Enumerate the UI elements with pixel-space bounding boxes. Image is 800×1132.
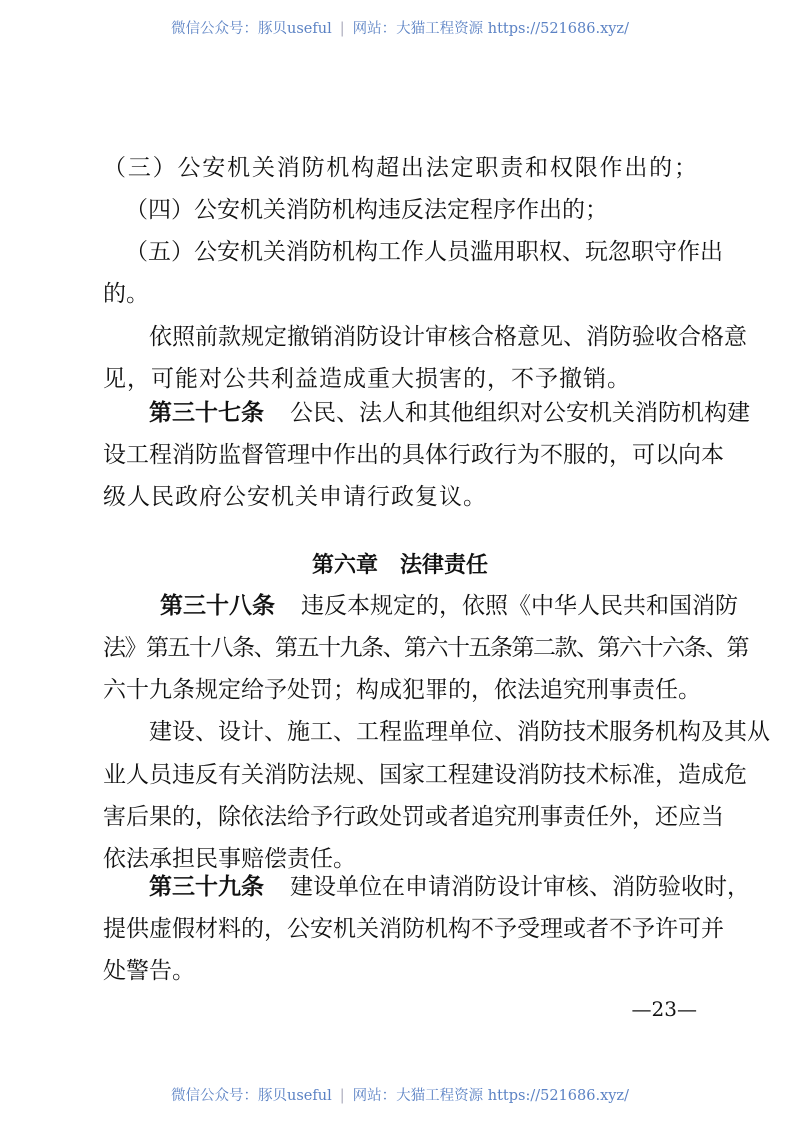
text-line: 的。 — [103, 281, 149, 307]
text-line: 依法承担民事赔偿责任。 — [103, 846, 356, 872]
article-38 — [160, 591, 738, 621]
text-line: 害后果的，除依法给予行政处罚或者追究刑事责任外，还应当 — [103, 804, 724, 830]
text-line: 建设、设计、施工、工程监理单位、消防技术服务机构及其从 — [149, 719, 770, 745]
text-line: （四）公安机关消防机构违反法定程序作出的； — [125, 197, 608, 223]
text-line: 公民、法人和其他组织对公安机关消防机构建 — [290, 400, 750, 426]
watermark-header — [0, 17, 800, 38]
text-line: （五）公安机关消防机构工作人员滥用职权、玩忽职守作出 — [125, 239, 723, 265]
text-line: 建设单位在申请消防设计审核、消防验收时， — [290, 874, 750, 900]
chapter-heading: 第六章 法律责任 — [311, 553, 488, 578]
watermark-website: 网站：大猫工程资源 https://521686.xyz/ — [352, 21, 629, 37]
text-line: （三）公安机关消防机构超出法定职责和权限作出的； — [103, 155, 697, 181]
text-line: 见，可能对公共利益造成重大损害的，不予撤销。 — [103, 366, 631, 392]
article-39 — [149, 872, 750, 902]
text-line: 级人民政府公安机关申请行政复议。 — [103, 484, 487, 510]
article-title: 第三十八条 — [160, 593, 275, 619]
text-line: 依照前款规定撤销消防设计审核合格意见、消防验收合格意 — [149, 324, 747, 350]
text-line: 提供虚假材料的，公安机关消防机构不予受理或者不予许可并 — [103, 916, 724, 942]
watermark-wechat: 微信公众号：豚贝useful — [171, 1088, 332, 1104]
watermark-footer — [0, 1084, 800, 1105]
article-title: 第三十七条 — [149, 400, 264, 426]
watermark-website: 网站：大猫工程资源 https://521686.xyz/ — [352, 1088, 629, 1104]
text-line: 设工程消防监督管理中作出的具体行政行为不服的，可以向本 — [103, 442, 724, 468]
article-title: 第三十九条 — [149, 874, 264, 900]
text-line: 六十九条规定给予处罚；构成犯罪的，依法追究刑事责任。 — [103, 677, 701, 703]
text-line: 违反本规定的，依照《中华人民共和国消防 — [301, 593, 738, 619]
text-line: 处警告。 — [103, 958, 195, 984]
watermark-separator: | — [339, 1088, 345, 1104]
article-37 — [149, 398, 750, 428]
page-number: —23— — [631, 997, 697, 1021]
text-line: 业人员违反有关消防法规、国家工程建设消防技术标准，造成危 — [103, 762, 747, 788]
text-line: 法》第五十八条、第五十九条、第六十五条第二款、第六十六条、第 — [103, 635, 748, 661]
watermark-separator: | — [339, 21, 345, 37]
watermark-wechat: 微信公众号：豚贝useful — [171, 21, 332, 37]
